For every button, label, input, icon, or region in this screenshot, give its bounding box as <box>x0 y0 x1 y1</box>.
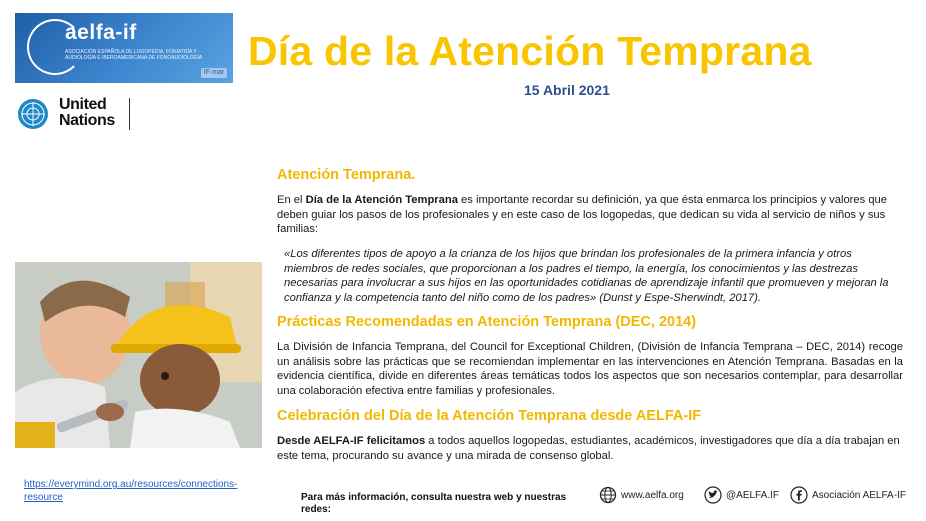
photo-source-link[interactable]: https://everymind.org.au/resources/connections-resource <box>24 479 238 503</box>
un-logo <box>16 96 136 132</box>
section1-intro-rest: es importante recordar su definición, ya que ésta enmarca los principios y valores que deben guiar los pasos de los profesionales y en este caso de los logopedas, que dedican su vida al servicio de niños y sus familias: <box>277 194 887 235</box>
section1-intro <box>277 193 903 237</box>
web-label: www.aelfa.org <box>621 490 684 501</box>
facebook-icon <box>790 486 808 504</box>
twitter-icon <box>704 486 722 504</box>
photo-illustration <box>15 262 262 448</box>
un-name-line1: United <box>59 96 107 113</box>
web-link[interactable] <box>599 486 689 506</box>
twitter-link[interactable] <box>704 486 779 506</box>
section1-intro-prefix: En el <box>277 194 306 206</box>
page-title: Día de la Atención Temprana <box>248 28 812 74</box>
aelfa-brand: aelfa-if <box>65 21 137 44</box>
facebook-label: Asociación AELFA-IF <box>812 490 906 501</box>
aelfa-subtitle: ASOCIACIÓN ESPAÑOLA DE LOGOPEDIA, FONIATRÍA Y AUDIOLOGÍA E IBEROAMERICANA DE FONOAUDIOLOGÍA <box>65 49 203 61</box>
un-name <box>59 97 115 129</box>
aelfa-logo <box>15 13 233 83</box>
section3-heading: Celebración del Día de la Atención Temprana desde AELFA-IF <box>277 408 702 424</box>
section2-heading: Prácticas Recomendadas en Atención Temprana (DEC, 2014) <box>277 314 697 330</box>
photo-child-helmet <box>15 262 262 448</box>
section3-body-rest: a todos aquellos logopedas, estudiantes, académicos, investigadores que día a día trabajan en este tema, procurando su avance y una mirada de consenso global. <box>277 435 900 462</box>
facebook-link[interactable] <box>790 486 910 506</box>
section3-body-bold: Desde AELFA-IF felicitamos <box>277 435 426 447</box>
section1-quote: «Los diferentes tipos de apoyo a la crianza de los hijos que brindan los profesionales de la primera infancia y otros miembros de redes sociales, que proporcionan a los padres el tiempo, la energía, los conocimientos y las destrezas necesarias para involucrar a sus hijos en las oportunidades cotidianas de aprendizaje infantil que promueven y mejoran la confianza y la competencia tanto del niño como de los padres» (Dunst y Espe-Sherwindt, 2017). <box>284 248 889 304</box>
un-emblem-icon <box>16 97 50 131</box>
more-info-text: Para más información, consulta nuestra web y nuestras redes: <box>301 492 567 515</box>
twitter-label: @AELFA.IF <box>726 490 779 501</box>
section1-heading: Atención Temprana. <box>277 167 416 183</box>
un-divider <box>129 98 130 130</box>
section1-intro-bold: Día de la Atención Temprana <box>305 194 458 206</box>
un-name-line2: Nations <box>59 112 115 129</box>
globe-icon <box>599 486 617 504</box>
date: 15 Abril 2021 <box>524 82 610 98</box>
section3-body <box>277 434 903 463</box>
section2-body: La División de Infancia Temprana, del Council for Exceptional Children, (División de Infancia Temprana – DEC, 2014) recoge un análisis sobre las prácticas que se recomiendan implementar en las intervenciones en Atención Temprana. Basadas en la evidencia científica, divide en diferentes áreas temáticas todos los aspectos que son necesarios contemplar, para desarrollar una colaboración efectiva entre familias y profesionales. <box>277 341 903 397</box>
aelfa-tag: IF·mar <box>201 68 227 78</box>
